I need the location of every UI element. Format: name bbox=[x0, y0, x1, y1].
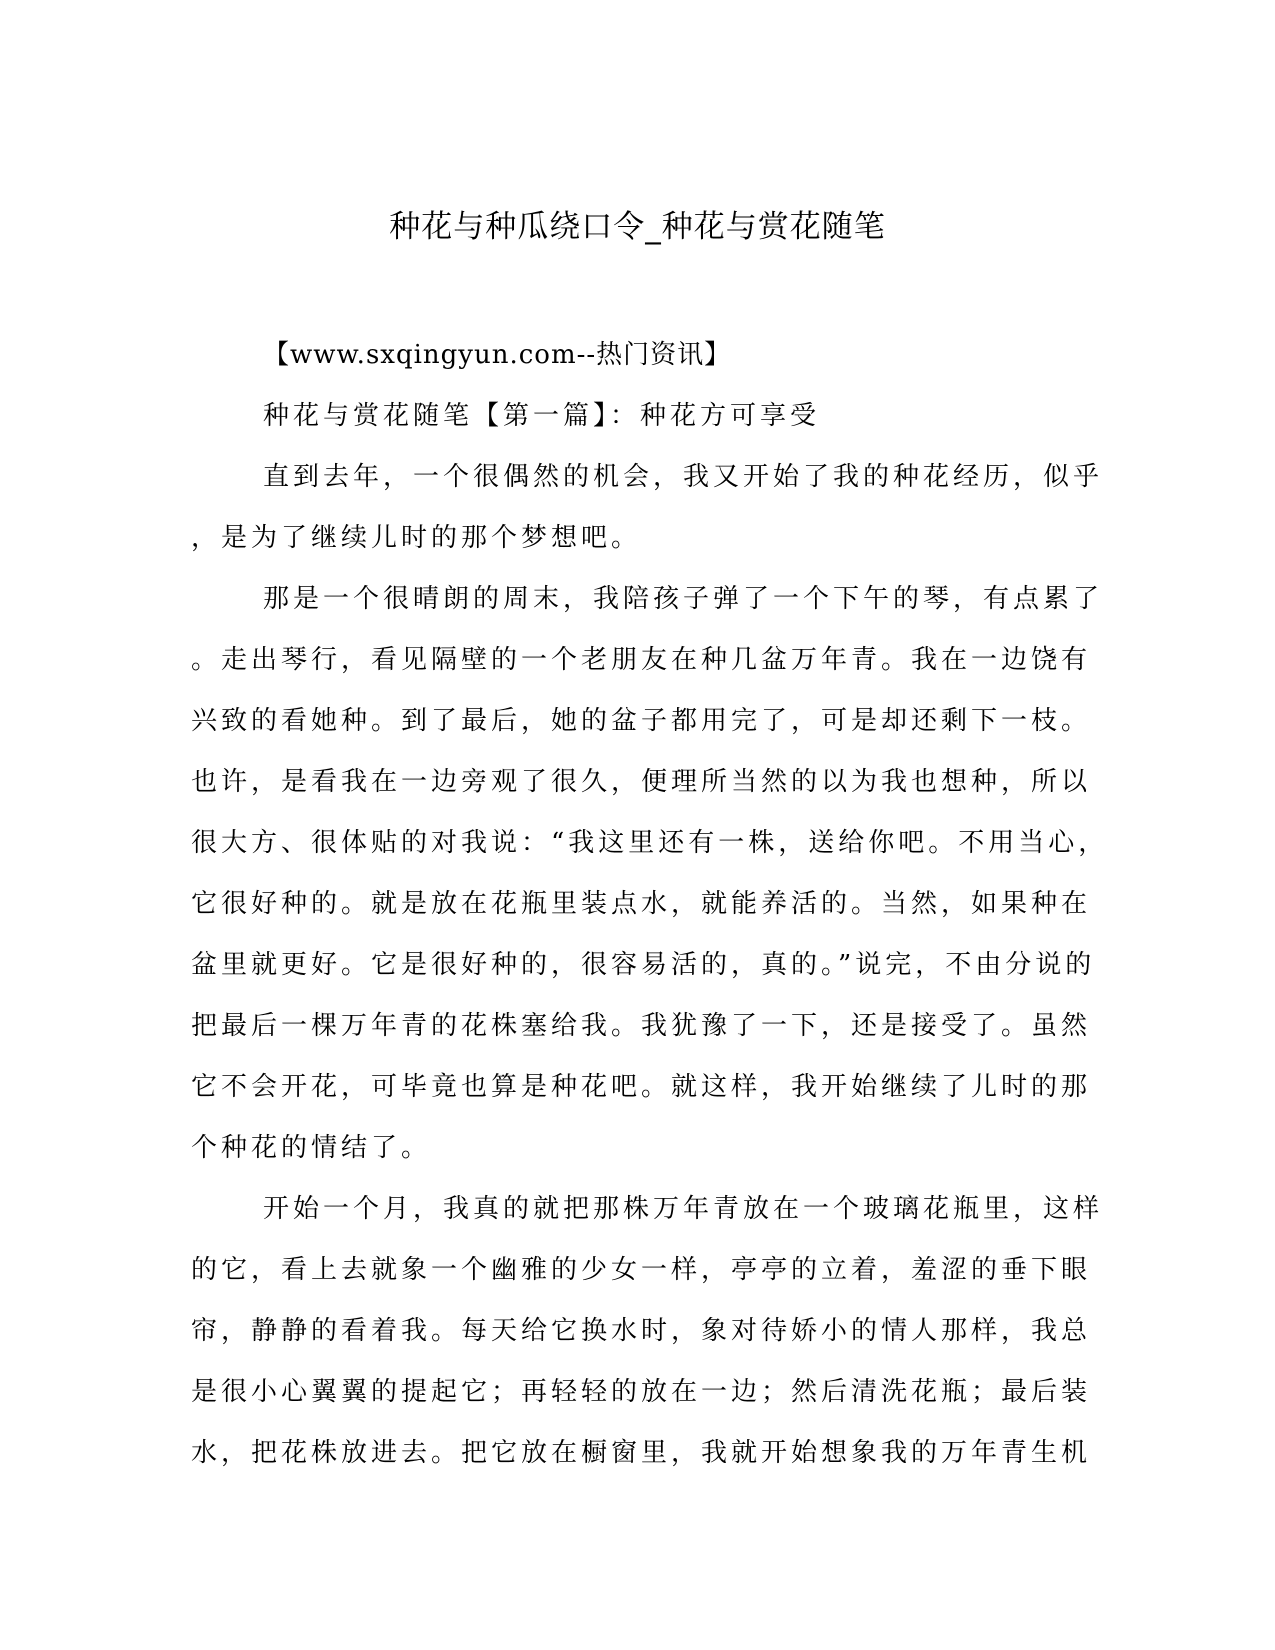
paragraph-line: 兴致的看她种。到了最后，她的盆子都用完了，可是却还剩下一枝。 bbox=[191, 706, 1092, 736]
paragraph-line: 把最后一棵万年青的花株塞给我。我犹豫了一下，还是接受了。虽然 bbox=[191, 1011, 1092, 1041]
document-title: 种花与种瓜绕口令_种花与赏花随笔 bbox=[389, 209, 886, 245]
paragraph-line: 是很小心翼翼的提起它；再轻轻的放在一边；然后清洗花瓶；最后装 bbox=[191, 1377, 1092, 1407]
document-body bbox=[191, 333, 1109, 1492]
paragraph-line: ，是为了继续儿时的那个梦想吧。 bbox=[191, 523, 642, 553]
paragraph-line: 它很好种的。就是放在花瓶里装点水，就能养活的。当然，如果种在 bbox=[191, 889, 1092, 919]
paragraph-line: 盆里就更好。它是很好种的，很容易活的，真的。”说完，不由分说的 bbox=[191, 950, 1096, 980]
source-line: 【www.sxqingyun.com--热门资讯】 bbox=[263, 340, 732, 370]
paragraph-line: 那是一个很晴朗的周末，我陪孩子弹了一个下午的琴，有点累了 bbox=[263, 584, 1104, 614]
paragraph-line: 很大方、很体贴的对我说：“我这里还有一株，送给你吧。不用当心， bbox=[191, 828, 1109, 858]
paragraph-line: 开始一个月，我真的就把那株万年青放在一个玻璃花瓶里，这样 bbox=[263, 1194, 1104, 1224]
paragraph-line: 直到去年，一个很偶然的机会，我又开始了我的种花经历，似乎 bbox=[263, 462, 1104, 492]
paragraph-line: 的它，看上去就象一个幽雅的少女一样，亭亭的立着，羞涩的垂下眼 bbox=[191, 1255, 1092, 1285]
section-heading: 种花与赏花随笔【第一篇】：种花方可享受 bbox=[263, 401, 821, 431]
paragraph-line: 水，把花株放进去。把它放在橱窗里，我就开始想象我的万年青生机 bbox=[191, 1438, 1092, 1468]
paragraph-line: 。走出琴行，看见隔壁的一个老朋友在种几盆万年青。我在一边饶有 bbox=[191, 645, 1092, 675]
paragraph-line: 个种花的情结了。 bbox=[191, 1133, 432, 1163]
paragraph-line: 也许，是看我在一边旁观了很久，便理所当然的以为我也想种，所以 bbox=[191, 767, 1092, 797]
paragraph-line: 它不会开花，可毕竟也算是种花吧。就这样，我开始继续了儿时的那 bbox=[191, 1072, 1092, 1102]
paragraph-line: 帘，静静的看着我。每天给它换水时，象对待娇小的情人那样，我总 bbox=[191, 1316, 1092, 1346]
